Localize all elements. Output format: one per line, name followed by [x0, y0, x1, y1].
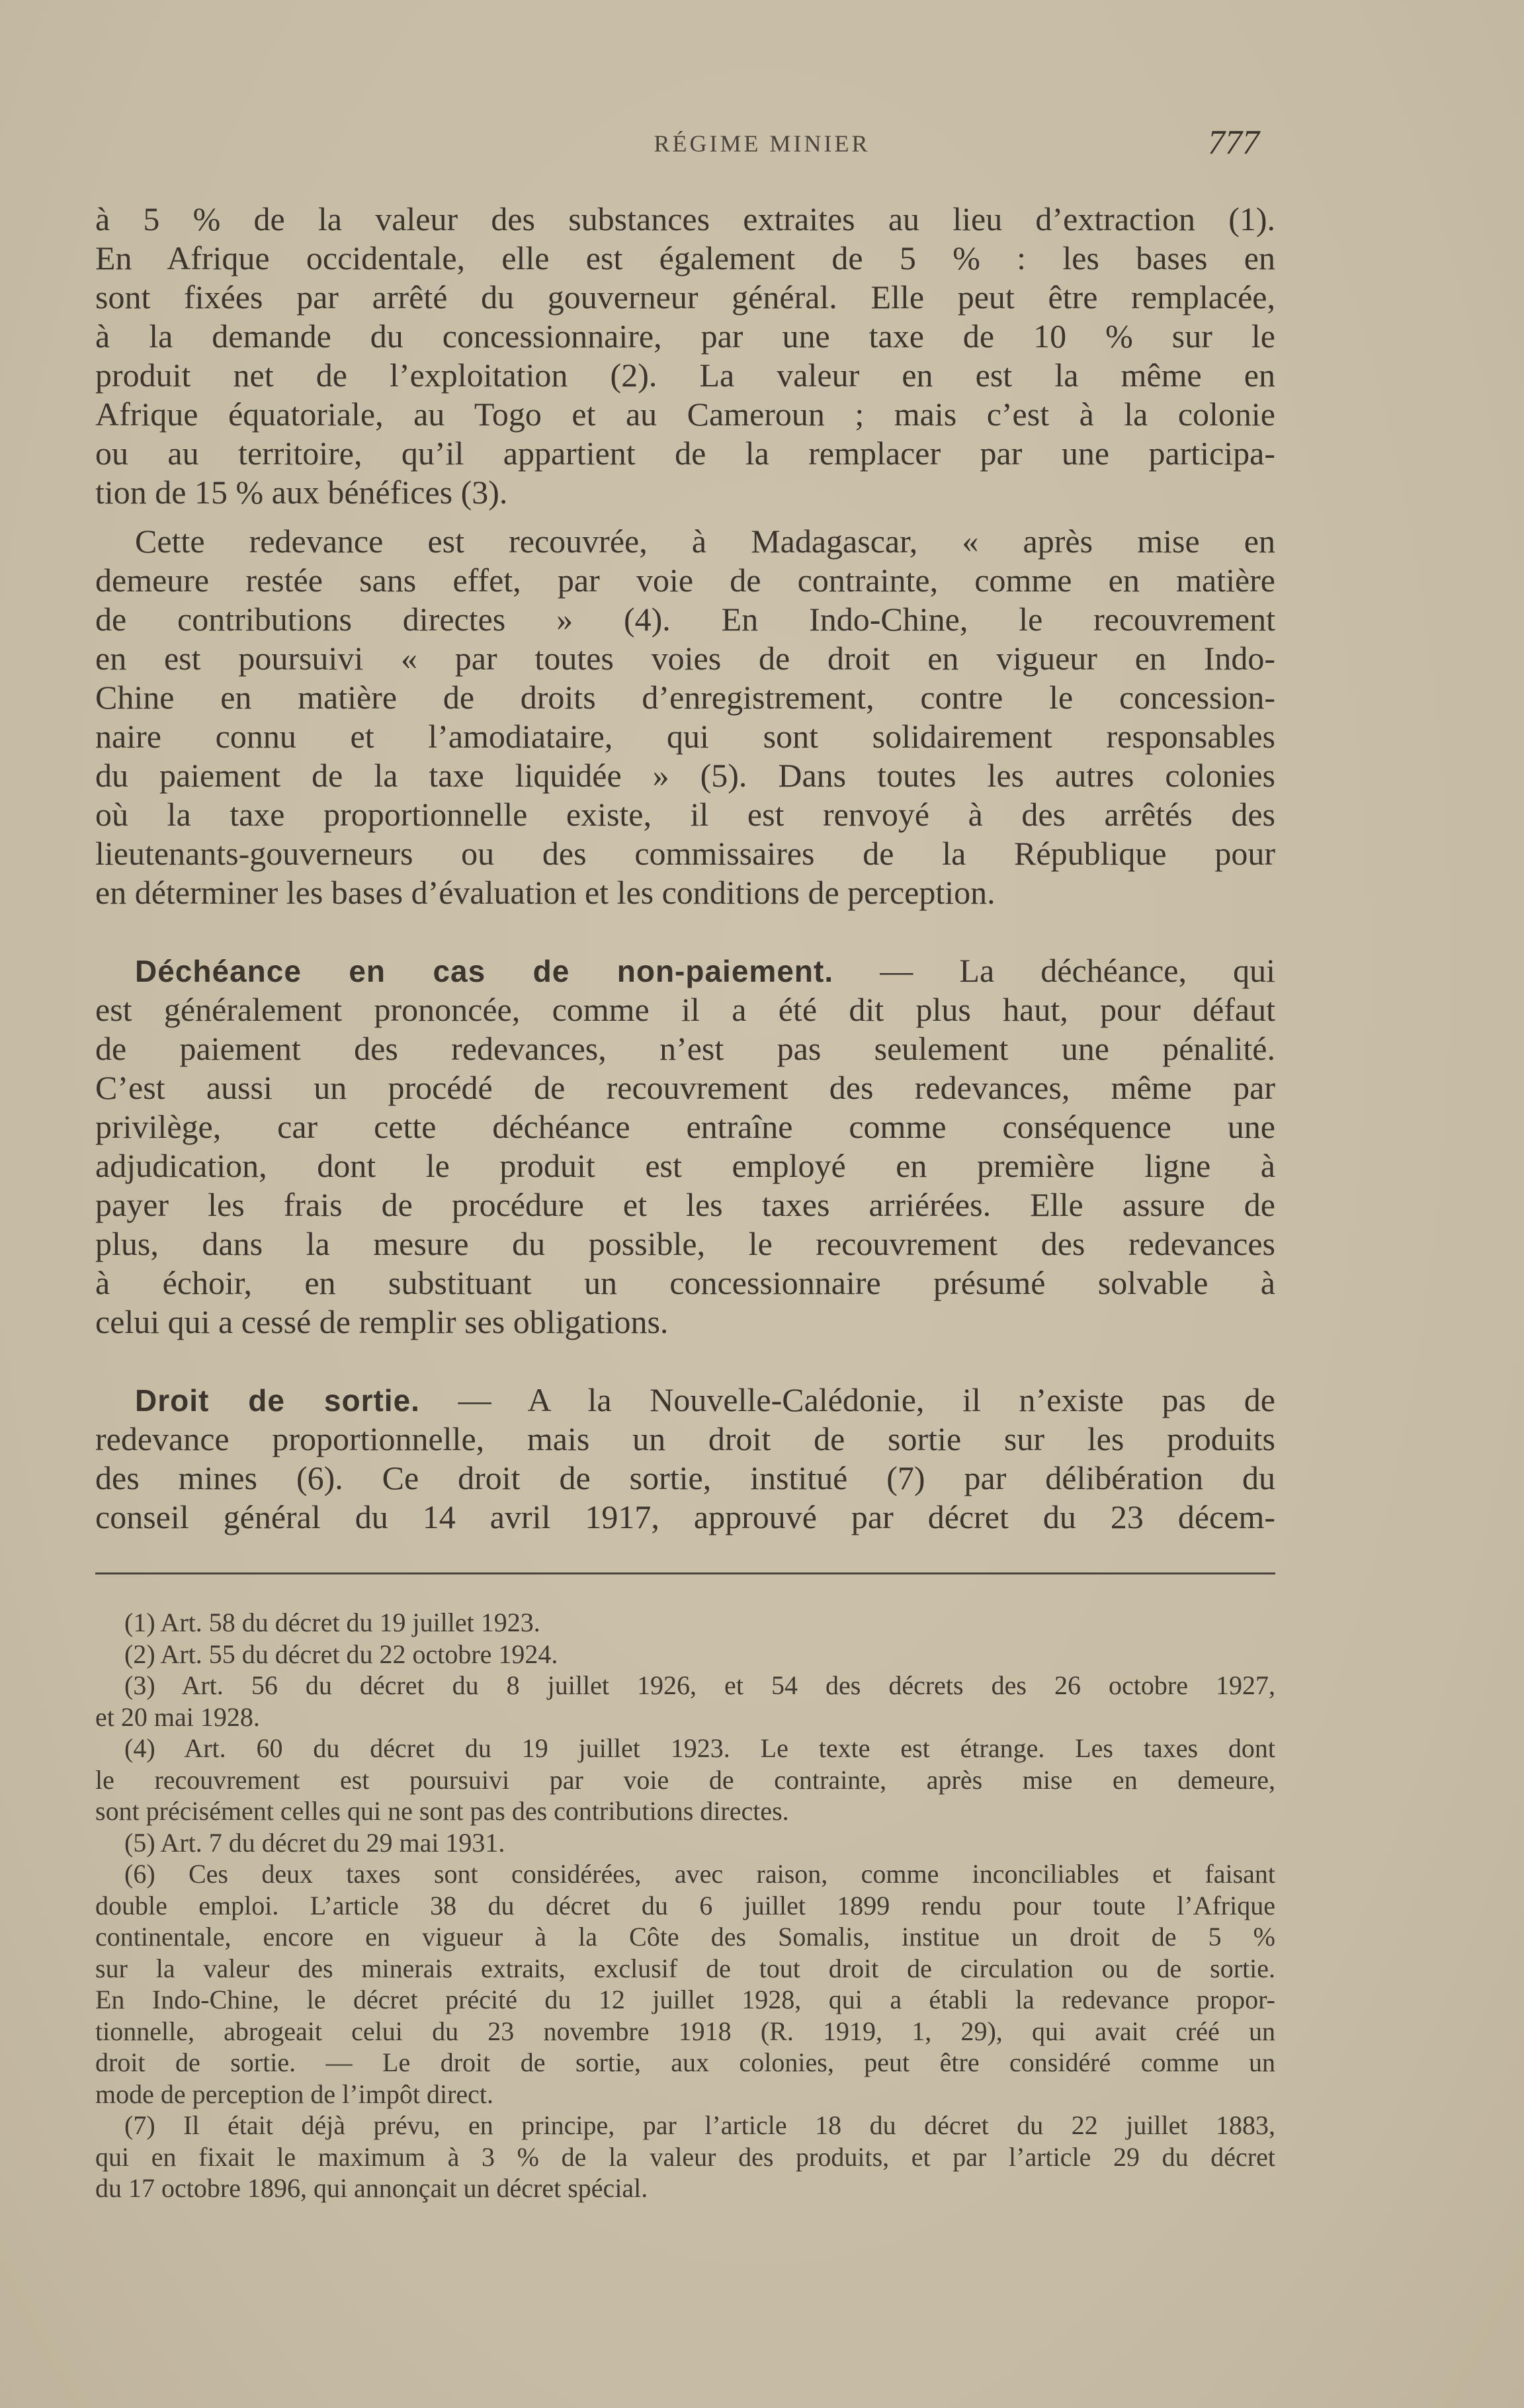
text-line: sont fixées par arrêté du gouverneur général. Elle peut être remplacée, — [95, 279, 1275, 316]
footnote-line: continentale, encore en vigueur à la Côte des Somalis, institue un droit de 5 % — [95, 1922, 1275, 1952]
footnote — [95, 1607, 1275, 1639]
footnote — [95, 1858, 1275, 2110]
text-line: tion de 15 % aux bénéfices (3). — [95, 474, 508, 511]
footnote — [95, 2110, 1275, 2204]
footnote-line: (3) Art. 56 du décret du 8 juillet 1926, et 54 des décrets des 26 octobre 1927, — [124, 1670, 1275, 1700]
paragraph — [95, 200, 1275, 512]
footnote-line: et 20 mai 1928. — [95, 1701, 260, 1732]
text-line: en est poursuivi « par toutes voies de droit en vigueur en Indo- — [95, 640, 1275, 677]
running-title: RÉGIME MINIER — [654, 130, 870, 157]
text-line: conseil général du 14 avril 1917, approuvé par décret du 23 décem- — [95, 1498, 1275, 1535]
text-line: payer les frais de procédure et les taxes arriérées. Elle assure de — [95, 1186, 1275, 1223]
text-line: En Afrique occidentale, elle est également de 5 % : les bases en — [95, 239, 1275, 277]
text-line: de paiement des redevances, n’est pas seulement une pénalité. — [95, 1030, 1275, 1067]
paragraph — [95, 951, 1275, 1342]
text-line: Déchéance en cas de non-paiement. — La déchéance, qui — [135, 952, 1275, 989]
footnote-line: du 17 octobre 1896, qui annonçait un décret spécial. — [95, 2173, 648, 2203]
text-line: à échoir, en substituant un concessionnaire présumé solvable à — [95, 1264, 1275, 1301]
footnote — [95, 1733, 1275, 1827]
footnote-line: double emploi. L’article 38 du décret du 6 juillet 1899 rendu pour toute l’Afrique — [95, 1890, 1275, 1920]
text-line: Afrique équatoriale, au Togo et au Cameroun ; mais c’est à la colonie — [95, 396, 1275, 433]
text-line: à la demande du concessionnaire, par une taxe de 10 % sur le — [95, 318, 1275, 355]
text-line: Chine en matière de droits d’enregistrement, contre le concession- — [95, 679, 1275, 716]
paragraph — [95, 1381, 1275, 1537]
text-line: produit net de l’exploitation (2). La valeur en est la même en — [95, 357, 1275, 394]
text-line: privilège, car cette déchéance entraîne comme conséquence une — [95, 1108, 1275, 1145]
text-line: plus, dans la mesure du possible, le recouvrement des redevances — [95, 1225, 1275, 1262]
text-line: celui qui a cessé de remplir ses obligations. — [95, 1303, 669, 1340]
footnote-line: (6) Ces deux taxes sont considérées, avec raison, comme inconciliables et faisant — [124, 1859, 1275, 1889]
text-line: où la taxe proportionnelle existe, il est renvoyé à des arrêtés des — [95, 796, 1275, 833]
footnote-line: tionnelle, abrogeait celui du 23 novembre 1918 (R. 1919, 1, 29), qui avait créé un — [95, 2016, 1275, 2046]
text-line: Cette redevance est recouvrée, à Madagascar, « après mise en — [135, 523, 1275, 560]
footnote-line: (5) Art. 7 du décret du 29 mai 1931. — [124, 1827, 505, 1858]
text-line: demeure restée sans effet, par voie de contrainte, comme en matière — [95, 562, 1275, 599]
footnotes — [95, 1607, 1275, 2204]
section-heading: Déchéance en cas de non-paiement. — [135, 954, 834, 988]
footnote-line: qui en fixait le maximum à 3 % de la valeur des produits, et par l’article 29 du décret — [95, 2141, 1275, 2172]
footnote-line: (2) Art. 55 du décret du 22 octobre 1924. — [124, 1639, 558, 1669]
body-text — [95, 200, 1275, 1537]
footnote-line: (4) Art. 60 du décret du 19 juillet 1923. Le texte est étrange. Les taxes dont — [124, 1733, 1275, 1763]
footnote-line: (1) Art. 58 du décret du 19 juillet 1923. — [124, 1608, 540, 1637]
text-line: est généralement prononcée, comme il a été dit plus haut, pour défaut — [95, 991, 1275, 1028]
text-line: ou au territoire, qu’il appartient de la remplacer par une participa- — [95, 435, 1275, 472]
text-line: redevance proportionnelle, mais un droit de sortie sur les produits — [95, 1420, 1275, 1457]
footnote-line: (7) Il était déjà prévu, en principe, par l’article 18 du décret du 22 juillet 1883, — [124, 2110, 1275, 2140]
text-line: C’est aussi un procédé de recouvrement des redevances, même par — [95, 1069, 1275, 1106]
footnote — [95, 1670, 1275, 1733]
text-line: adjudication, dont le produit est employé en première ligne à — [95, 1147, 1275, 1184]
text-line: en déterminer les bases d’évaluation et les conditions de perception. — [95, 874, 995, 911]
paragraph — [95, 522, 1275, 912]
footnote — [95, 1827, 1275, 1859]
text-line: Droit de sortie. — A la Nouvelle-Calédonie, il n’existe pas de — [135, 1381, 1276, 1418]
section-heading: Droit de sortie. — [135, 1383, 420, 1418]
footnote — [95, 1639, 1275, 1670]
text-line: lieutenants-gouverneurs ou des commissaires de la République pour — [95, 835, 1275, 872]
footnote-line: droit de sortie. — Le droit de sortie, aux colonies, peut être considéré comme un — [95, 2047, 1275, 2077]
page-number: 777 — [1208, 124, 1259, 161]
footnote-line: mode de perception de l’impôt direct. — [95, 2079, 494, 2109]
text-line: des mines (6). Ce droit de sortie, institué (7) par délibération du — [95, 1459, 1275, 1496]
footnote-line: sont précisément celles qui ne sont pas des contributions directes. — [95, 1796, 789, 1826]
footnote-line: En Indo-Chine, le décret précité du 12 juillet 1928, qui a établi la redevance propor- — [95, 1985, 1275, 2014]
text-line: du paiement de la taxe liquidée » (5). Dans toutes les autres colonies — [95, 757, 1275, 794]
footnote-separator — [95, 1572, 1275, 1574]
text-line: à 5 % de la valeur des substances extraites au lieu d’extraction (1). — [95, 200, 1275, 237]
footnote-line: le recouvrement est poursuivi par voie de contrainte, après mise en demeure, — [95, 1764, 1275, 1795]
footnote-line: sur la valeur des minerais extraits, exclusif de tout droit de circulation ou de sortie. — [95, 1953, 1275, 1983]
text-line: naire connu et l’amodiataire, qui sont solidairement responsables — [95, 718, 1275, 755]
text-line: de contributions directes » (4). En Indo-Chine, le recouvrement — [95, 601, 1275, 638]
